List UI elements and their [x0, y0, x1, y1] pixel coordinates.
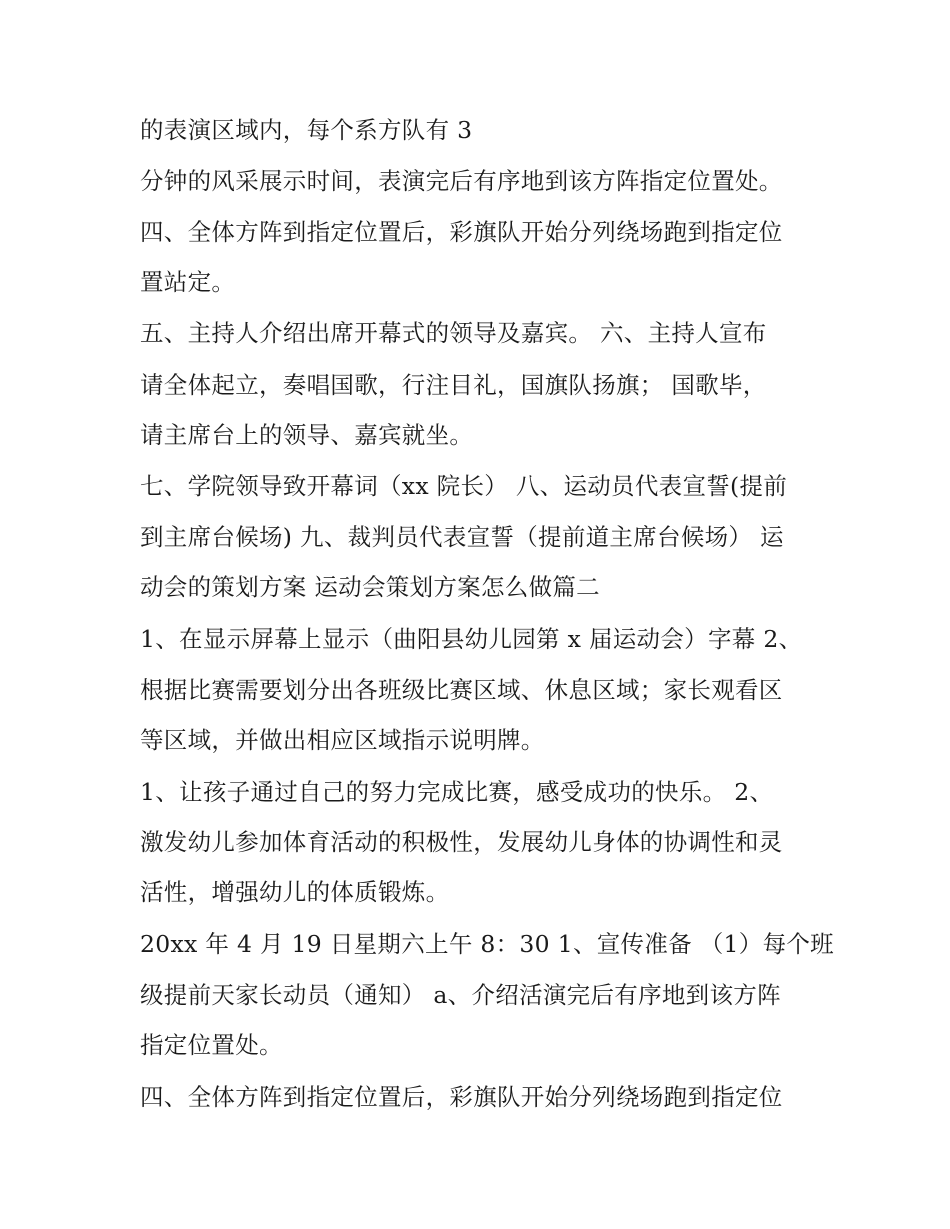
text-line: 置站定。 — [140, 268, 236, 296]
text-line: 激发幼儿参加体育活动的积极性，发展幼儿身体的协调性和灵 — [140, 828, 783, 856]
text-line: 请主席台上的领导、嘉宾就坐。 — [140, 421, 474, 449]
text-line: 20xx 年 4 月 19 日星期六上午 8：30 1、宣传准备 （1）每个班 — [140, 930, 834, 958]
text-line: 五、主持人介绍出席开幕式的领导及嘉宾。 六、主持人宣布 — [140, 319, 767, 347]
text-line: 到主席台候场) 九、裁判员代表宣誓（提前道主席台候场） 运 — [140, 523, 784, 551]
text-line: 的表演区域内，每个系方队有 3 — [140, 116, 473, 144]
text-line: 活性，增强幼儿的体质锻炼。 — [140, 878, 450, 906]
text-line: 等区域，并做出相应区域指示说明牌。 — [140, 726, 545, 754]
text-line: 七、学院领导致开幕词（xx 院长） 八、运动员代表宣誓(提前 — [140, 472, 788, 500]
text-line: 四、全体方阵到指定位置后，彩旗队开始分列绕场跑到指定位 — [140, 1083, 783, 1111]
text-line: 四、全体方阵到指定位置后，彩旗队开始分列绕场跑到指定位 — [140, 218, 783, 246]
text-line: 动会的策划方案 运动会策划方案怎么做篇二 — [140, 573, 600, 601]
text-line: 级提前天家长动员（通知） a、介绍活演完后有序地到该方阵 — [140, 981, 781, 1009]
text-line: 1、在显示屏幕上显示（曲阳县幼儿园第 x 届运动会）字幕 2、 — [140, 625, 803, 653]
text-line: 分钟的风采展示时间，表演完后有序地到该方阵指定位置处。 — [140, 167, 783, 195]
text-line: 根据比赛需要划分出各班级比赛区域、休息区域；家长观看区 — [140, 676, 783, 704]
text-line: 请全体起立，奏唱国歌，行注目礼，国旗队扬旗； 国歌毕， — [140, 371, 767, 399]
text-line: 1、让孩子通过自己的努力完成比赛，感受成功的快乐。 2、 — [140, 778, 774, 806]
text-line: 指定位置处。 — [140, 1031, 283, 1059]
